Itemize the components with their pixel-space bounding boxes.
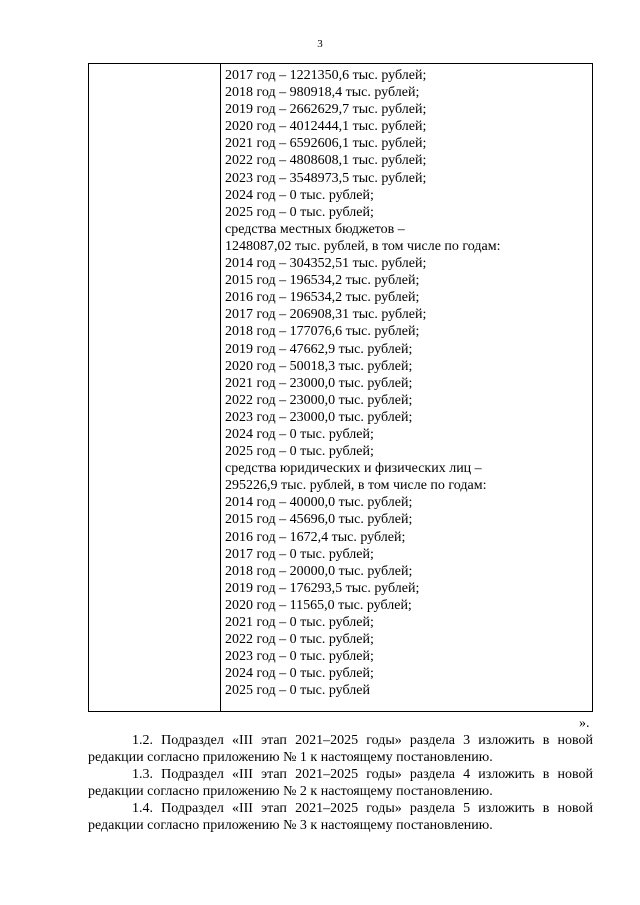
table-line: 2022 год – 4808608,1 тыс. рублей; xyxy=(225,153,427,169)
table-line: 2019 год – 176293,5 тыс. рублей; xyxy=(225,580,420,596)
paragraph-1-3 xyxy=(88,766,593,800)
table-line: 2021 год – 6592606,1 тыс. рублей; xyxy=(225,136,427,152)
table-line: 2025 год – 0 тыс. рублей; xyxy=(225,204,374,220)
table-line: 295226,9 тыс. рублей, в том числе по годам: xyxy=(225,478,487,494)
table-line: 2017 год – 1221350,6 тыс. рублей; xyxy=(225,68,427,83)
table-line: 2018 год – 20000,0 тыс. рублей; xyxy=(225,563,413,579)
table-line: 2018 год – 980918,4 тыс. рублей; xyxy=(225,85,420,101)
table-line: 2016 год – 196534,2 тыс. рублей; xyxy=(225,290,420,306)
table-line: 2023 год – 23000,0 тыс. рублей; xyxy=(225,409,413,425)
table-line: 2025 год – 0 тыс. рублей; xyxy=(225,444,374,460)
table-line: 2018 год – 177076,6 тыс. рублей; xyxy=(225,324,420,340)
table-line: 2020 год – 4012444,1 тыс. рублей; xyxy=(225,119,427,135)
table-line: 1248087,02 тыс. рублей, в том числе по годам: xyxy=(225,238,501,254)
table-line: 2024 год – 0 тыс. рублей; xyxy=(225,426,374,442)
table-line: 2017 год – 206908,31 тыс. рублей; xyxy=(225,307,427,323)
paragraph-line: 1.3. Подраздел «III этап 2021–2025 годы» раздела 4 изложить в новой xyxy=(132,767,593,782)
table-line: 2022 год – 23000,0 тыс. рублей; xyxy=(225,392,413,408)
paragraph-line: редакции согласно приложению № 3 к настоящему постановлению. xyxy=(88,818,493,833)
page-number: 3 xyxy=(317,38,323,50)
column-divider xyxy=(220,64,221,711)
table-line: 2023 год – 3548973,5 тыс. рублей; xyxy=(225,170,427,186)
table-line: 2020 год – 50018,3 тыс. рублей; xyxy=(225,358,413,374)
table-line: средства юридических и физических лиц – xyxy=(225,461,482,477)
table-line: 2021 год – 0 тыс. рублей; xyxy=(225,615,374,630)
closing-quote: ». xyxy=(579,716,590,731)
table-line: 2024 год – 0 тыс. рублей; xyxy=(225,187,374,203)
table-line: 2020 год – 11565,0 тыс. рублей; xyxy=(225,597,412,613)
paragraph-1-4 xyxy=(88,800,593,834)
table-right-cell xyxy=(225,67,590,699)
table-line: 2014 год – 304352,51 тыс. рублей; xyxy=(225,256,427,272)
table-line: 2024 год – 0 тыс. рублей; xyxy=(225,666,374,682)
paragraph-line: редакции согласно приложению № 2 к настоящему постановлению. xyxy=(88,784,493,799)
table-line: 2015 год – 45696,0 тыс. рублей; xyxy=(225,512,413,528)
paragraph-1-2 xyxy=(88,732,593,766)
table-line: 2017 год – 0 тыс. рублей; xyxy=(225,546,374,562)
table-line: 2025 год – 0 тыс. рублей xyxy=(225,683,370,699)
table-line: 2022 год – 0 тыс. рублей; xyxy=(225,632,374,648)
funding-table xyxy=(88,63,593,712)
paragraph-line: редакции согласно приложению № 1 к настоящему постановлению. xyxy=(88,750,493,765)
table-line: 2019 год – 2662629,7 тыс. рублей; xyxy=(225,102,427,118)
paragraph-line: 1.2. Подраздел «III этап 2021–2025 годы» раздела 3 изложить в новой xyxy=(132,733,593,748)
table-line: 2014 год – 40000,0 тыс. рублей; xyxy=(225,495,413,511)
table-line: 2016 год – 1672,4 тыс. рублей; xyxy=(225,529,406,545)
table-line: средства местных бюджетов – xyxy=(225,221,405,237)
paragraph-line: 1.4. Подраздел «III этап 2021–2025 годы» раздела 5 изложить в новой xyxy=(132,801,593,816)
table-line: 2019 год – 47662,9 тыс. рублей; xyxy=(225,341,413,357)
table-line: 2021 год – 23000,0 тыс. рублей; xyxy=(225,375,413,391)
table-line: 2023 год – 0 тыс. рублей; xyxy=(225,649,374,665)
table-line: 2015 год – 196534,2 тыс. рублей; xyxy=(225,273,420,289)
